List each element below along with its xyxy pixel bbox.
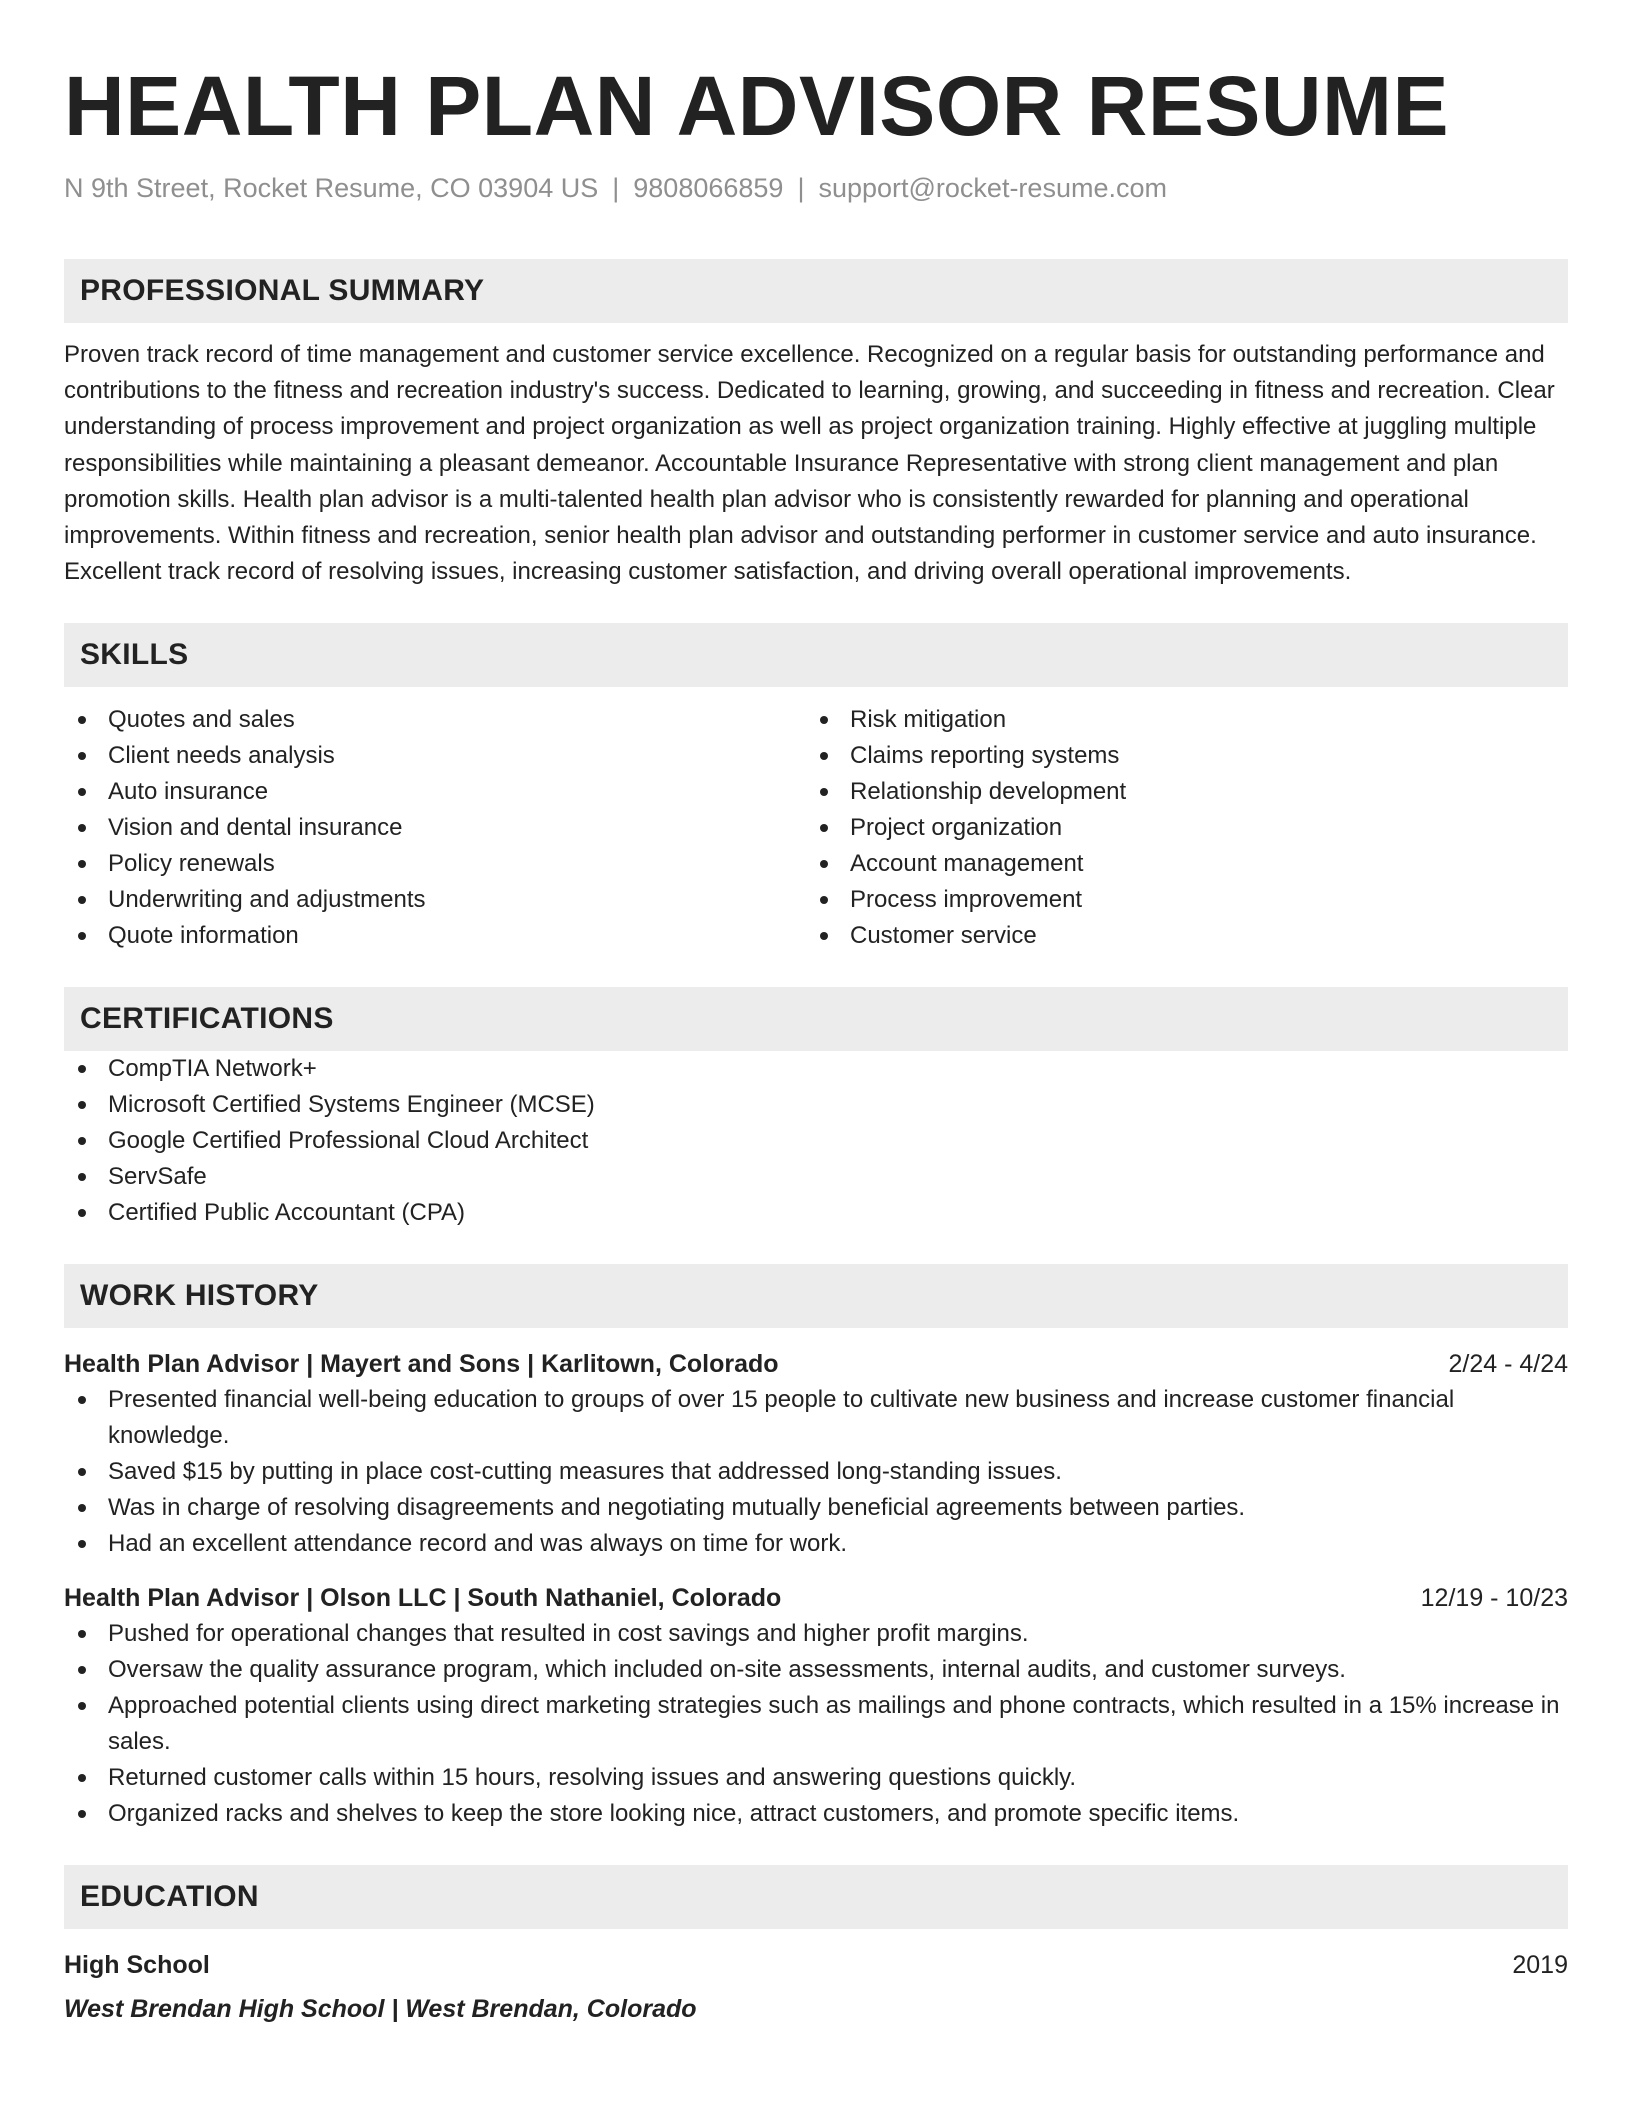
bullet-icon (820, 752, 828, 760)
work-history-section (64, 1264, 1568, 1832)
certification-label: ServSafe (108, 1163, 207, 1191)
skill-label: Claims reporting systems (850, 742, 1120, 770)
job-bullet-text: Presented financial well-being education to groups of over 15 people to cultivate new business and increase customer financial knowledge. (108, 1386, 1455, 1450)
bullet-icon (78, 1702, 86, 1710)
job-bullets (64, 1616, 1568, 1832)
contact-email: support@rocket-resume.com (818, 173, 1167, 203)
bullet-icon (820, 860, 828, 868)
bullet-icon (820, 824, 828, 832)
skill-label: Account management (850, 850, 1084, 878)
education-school: West Brendan High School | West Brendan, Colorado (64, 1995, 697, 2024)
skill-label: Underwriting and adjustments (108, 886, 426, 914)
skill-item (806, 738, 1548, 774)
certification-item (64, 1123, 1568, 1159)
job-bullet (64, 1490, 1568, 1526)
job-entry (64, 1346, 1568, 1562)
skill-label: Vision and dental insurance (108, 814, 403, 842)
job-bullet-text: Approached potential clients using direct marketing strategies such as mailings and phone contracts, which resulted in a 15% increase in sales. (108, 1692, 1560, 1756)
contact-separator: | (612, 173, 620, 203)
skills-column-left (64, 702, 806, 954)
bullet-icon (78, 1774, 86, 1782)
contact-address: N 9th Street, Rocket Resume, CO 03904 US (64, 173, 599, 203)
job-bullet-text: Was in charge of resolving disagreements and negotiating mutually beneficial agreements between parties. (108, 1494, 1246, 1522)
certification-label: Google Certified Professional Cloud Architect (108, 1127, 589, 1155)
skill-item (806, 774, 1548, 810)
skills-grid (64, 702, 1568, 954)
skill-item (806, 918, 1548, 954)
skill-item (64, 882, 806, 918)
job-bullet-text: Organized racks and shelves to keep the store looking nice, attract customers, and promote specific items. (108, 1800, 1240, 1828)
job-header (64, 1346, 1568, 1382)
bullet-icon (78, 716, 86, 724)
job-bullet-text: Returned customer calls within 15 hours, resolving issues and answering questions quickly. (108, 1764, 1077, 1792)
certification-item (64, 1159, 1568, 1195)
resume-title: HEALTH PLAN ADVISOR RESUME (64, 59, 1450, 153)
job-bullets (64, 1382, 1568, 1562)
skill-item (64, 774, 806, 810)
job-bullet-text: Pushed for operational changes that resulted in cost savings and higher profit margins. (108, 1620, 1029, 1648)
skill-item (64, 918, 806, 954)
bullet-icon (78, 788, 86, 796)
work-history-header: WORK HISTORY (64, 1264, 1568, 1328)
certification-label: CompTIA Network+ (108, 1055, 317, 1083)
certification-item (64, 1087, 1568, 1123)
job-bullet (64, 1688, 1568, 1760)
certification-item (64, 1195, 1568, 1231)
job-bullet-text: Oversaw the quality assurance program, which included on-site assessments, internal audits, and customer surveys. (108, 1656, 1346, 1684)
contact-separator: | (797, 173, 805, 203)
skill-item (806, 702, 1548, 738)
skills-section (64, 623, 1568, 954)
bullet-icon (820, 716, 828, 724)
bullet-icon (78, 1630, 86, 1638)
skill-label: Quote information (108, 922, 299, 950)
skill-label: Risk mitigation (850, 706, 1007, 734)
job-dates: 2/24 - 4/24 (1448, 1350, 1568, 1379)
job-bullet (64, 1454, 1568, 1490)
bullet-icon (78, 1173, 86, 1181)
skill-item (806, 810, 1548, 846)
bullet-icon (78, 1504, 86, 1512)
job-bullet (64, 1760, 1568, 1796)
bullet-icon (78, 896, 86, 904)
skills-header: SKILLS (64, 623, 1568, 687)
skill-label: Project organization (850, 814, 1063, 842)
education-header-row (64, 1947, 1568, 1983)
contact-phone: 9808066859 (633, 173, 784, 203)
job-bullet (64, 1652, 1568, 1688)
bullet-icon (78, 860, 86, 868)
skill-item (64, 846, 806, 882)
summary-section (64, 259, 1568, 590)
job-bullet-text: Had an excellent attendance record and was always on time for work. (108, 1530, 848, 1558)
skill-item (64, 810, 806, 846)
bullet-icon (78, 824, 86, 832)
skill-label: Auto insurance (108, 778, 269, 806)
skill-label: Customer service (850, 922, 1037, 950)
skill-item (806, 846, 1548, 882)
skill-item (806, 882, 1548, 918)
job-bullet (64, 1796, 1568, 1832)
contact-line (64, 170, 1568, 206)
education-section (64, 1865, 1568, 2027)
bullet-icon (820, 788, 828, 796)
skills-column-right (806, 702, 1548, 954)
bullet-icon (78, 1540, 86, 1548)
summary-text: Proven track record of time management and customer service excellence. Recognized on a regular basis for outstanding performance and contributions to the fitness and recreation industry's success. Dedicated to learning, growing, and succeeding in fitness and recreation. Clear understanding of process improvement and project organization as well as project organization training. Highly effective at juggling multiple responsibilities while maintaining a pleasant demeanor. Accountable Insurance Representative with strong client management and plan promotion skills. Health plan advisor is a multi-talented health plan advisor who is consistently rewarded for planning and operational improvements. Within fitness and recreation, senior health plan advisor and outstanding performer in customer service and auto insurance. Excellent track record of resolving issues, increasing customer satisfaction, and driving overall operational improvements. (64, 341, 1555, 586)
education-degree: High School (64, 1951, 210, 1980)
job-bullet (64, 1382, 1568, 1454)
bullet-icon (78, 1468, 86, 1476)
education-header: EDUCATION (64, 1865, 1568, 1929)
bullet-icon (78, 1137, 86, 1145)
certification-item (64, 1051, 1568, 1087)
job-heading: Health Plan Advisor | Olson LLC | South Nathaniel, Colorado (64, 1584, 782, 1613)
bullet-icon (78, 1810, 86, 1818)
skill-label: Process improvement (850, 886, 1083, 914)
certifications-section (64, 987, 1568, 1231)
bullet-icon (78, 932, 86, 940)
job-bullet (64, 1616, 1568, 1652)
job-bullet (64, 1526, 1568, 1562)
bullet-icon (78, 752, 86, 760)
skill-label: Relationship development (850, 778, 1127, 806)
skill-item (64, 738, 806, 774)
education-year: 2019 (1512, 1951, 1568, 1980)
job-header (64, 1580, 1568, 1616)
bullet-icon (820, 932, 828, 940)
bullet-icon (78, 1209, 86, 1217)
job-entry (64, 1580, 1568, 1832)
skill-label: Quotes and sales (108, 706, 295, 734)
certifications-header: CERTIFICATIONS (64, 987, 1568, 1051)
skill-label: Policy renewals (108, 850, 275, 878)
bullet-icon (78, 1065, 86, 1073)
bullet-icon (820, 896, 828, 904)
job-bullet-text: Saved $15 by putting in place cost-cutting measures that addressed long-standing issues. (108, 1458, 1062, 1486)
skill-label: Client needs analysis (108, 742, 335, 770)
skill-item (64, 702, 806, 738)
certification-label: Certified Public Accountant (CPA) (108, 1199, 466, 1227)
certification-label: Microsoft Certified Systems Engineer (MCSE) (108, 1091, 595, 1119)
bullet-icon (78, 1101, 86, 1109)
job-dates: 12/19 - 10/23 (1420, 1584, 1568, 1613)
summary-header: PROFESSIONAL SUMMARY (64, 259, 1568, 323)
certifications-list (64, 1051, 1568, 1231)
job-heading: Health Plan Advisor | Mayert and Sons | Karlitown, Colorado (64, 1350, 779, 1379)
bullet-icon (78, 1666, 86, 1674)
bullet-icon (78, 1396, 86, 1404)
